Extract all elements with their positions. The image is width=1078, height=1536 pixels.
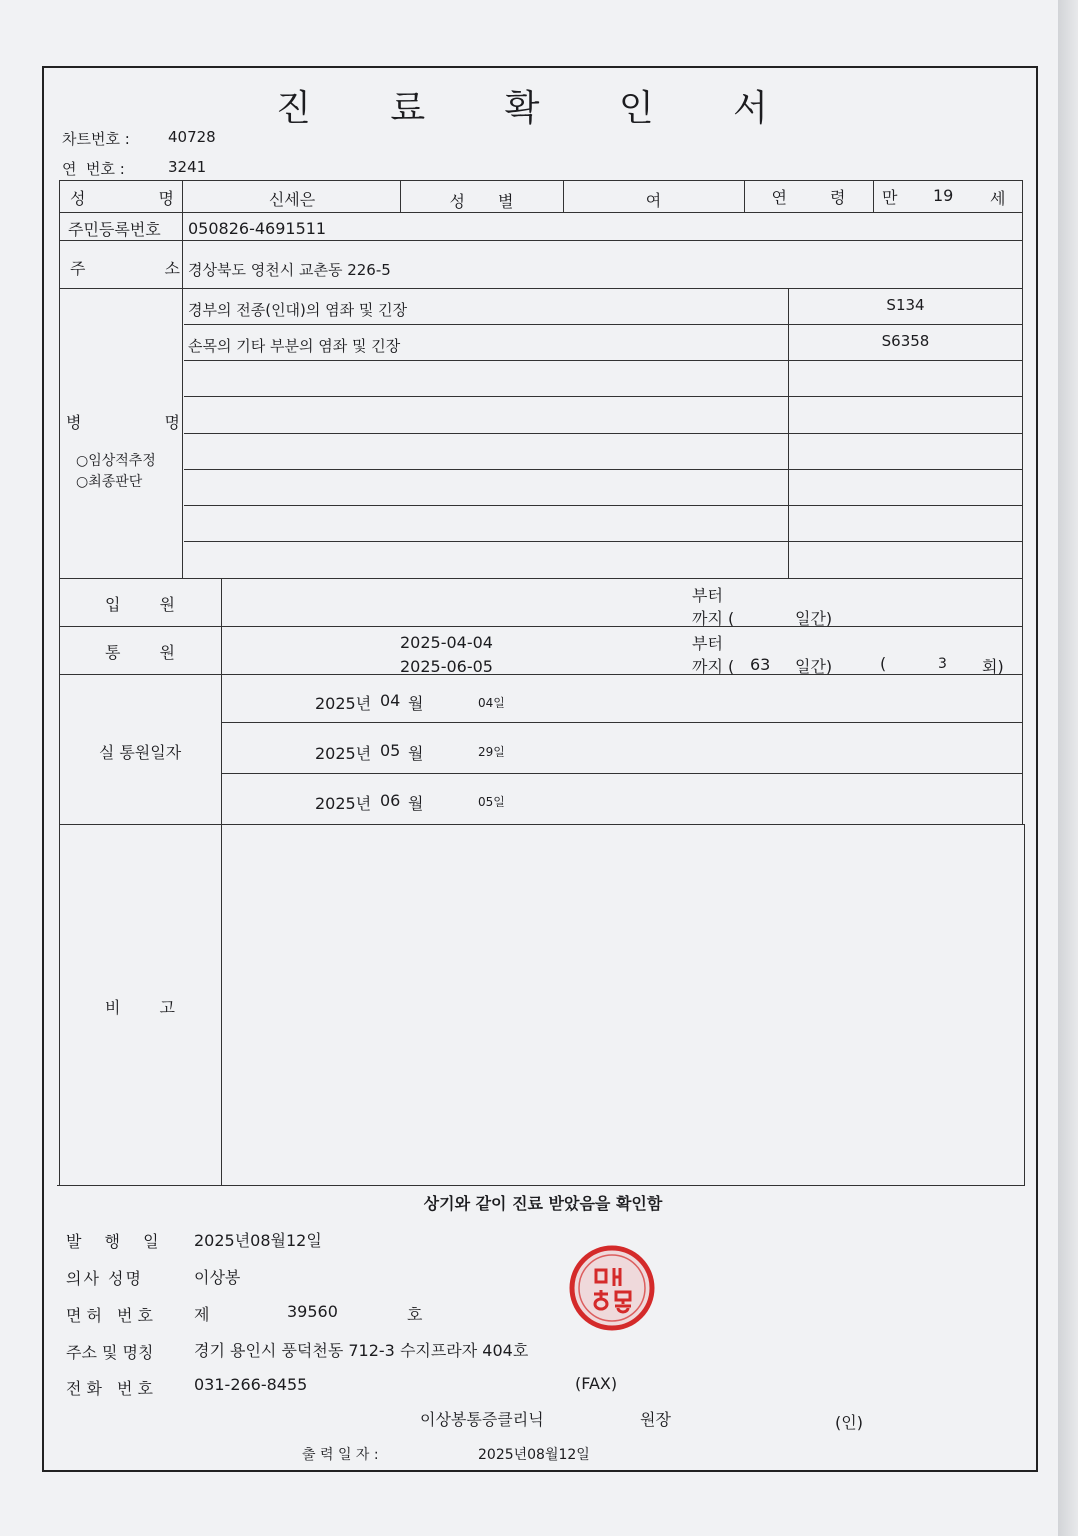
age-label: 연 령 <box>771 188 846 207</box>
phone-number: 031-266-8455 <box>194 1375 308 1394</box>
outpatient-from-label: 부터 <box>692 634 723 653</box>
visits-label: 실 통원일자 <box>98 743 182 762</box>
diagnosis-name-1: 경부의 전종(인대)의 염좌 및 긴장 <box>188 301 408 319</box>
chart-no-label: 차트번호 : <box>62 130 130 148</box>
diagnosis-label: 병 명 <box>66 413 180 432</box>
patient-age: 19 <box>933 186 954 205</box>
outpatient-days-label: 일간) <box>795 657 833 676</box>
fax-label: (FAX) <box>575 1374 618 1393</box>
issue-date: 2025년08월12일 <box>194 1231 322 1250</box>
confirmation-statement: 상기와 같이 진료 받았음을 확인함 <box>423 1194 663 1213</box>
outpatient-start-date: 2025-04-04 <box>400 633 493 652</box>
license-no: 39560 <box>287 1302 338 1321</box>
patient-address: 경상북도 영천시 교촌동 226-5 <box>188 261 391 279</box>
phone-label: 전화 번호 <box>66 1379 158 1398</box>
address-label: 주 소 <box>70 259 180 278</box>
visit-1-day: 04일 <box>478 696 505 710</box>
page-edge <box>1058 0 1078 1536</box>
print-date: 2025년08월12일 <box>478 1447 590 1463</box>
official-seal-stamp <box>568 1244 656 1332</box>
seal-placeholder: (인) <box>835 1413 863 1432</box>
doctor-label: 의사 성명 <box>66 1269 143 1288</box>
name-label-text: 성 명 <box>70 189 174 208</box>
outpatient-end-date: 2025-06-05 <box>400 657 493 676</box>
admission-label: 입 원 <box>105 595 175 614</box>
age-suffix: 세 <box>990 189 1006 208</box>
rrn-label: 주민등록번호 <box>68 220 161 239</box>
patient-name: 신세은 <box>268 190 316 209</box>
visit-1-month: 04 <box>380 691 401 710</box>
visit-2-month-label: 월 <box>408 744 424 763</box>
license-prefix: 제 <box>194 1305 210 1324</box>
visit-1-month-label: 월 <box>408 694 424 713</box>
age-prefix: 만 <box>882 188 898 207</box>
document-title: 진 료 확 인 서 <box>276 88 802 129</box>
visit-1-year: 2025년 <box>315 694 372 713</box>
print-date-label: 출 력 일 자 : <box>302 1447 379 1463</box>
license-label: 면허 번호 <box>66 1306 158 1325</box>
diagnosis-code-2: S6358 <box>881 332 930 350</box>
issue-date-label: 발 행 일 <box>66 1232 159 1251</box>
option-final: ○최종판단 <box>76 474 143 490</box>
option-clinical: ○임상적추정 <box>76 453 156 469</box>
outpatient-days: 63 <box>750 655 771 674</box>
patient-sex: 여 <box>645 191 662 210</box>
admission-to-label: 까지 ( <box>692 609 735 628</box>
sex-label: 성 별 <box>449 192 514 211</box>
doctor-name: 이상봉 <box>194 1268 241 1287</box>
clinic-name: 이상봉통증클리닉 <box>420 1410 544 1429</box>
outpatient-count: 3 <box>938 656 947 672</box>
outpatient-label: 통 원 <box>105 643 175 662</box>
visit-3-month-label: 월 <box>408 794 424 813</box>
chart-no: 40728 <box>168 128 216 146</box>
serial-no-label: 연 번호 : <box>62 160 125 178</box>
visit-2-day: 29일 <box>478 745 505 759</box>
outpatient-to-label: 까지 ( <box>692 657 735 676</box>
doctor-position: 원장 <box>640 1410 671 1429</box>
visit-2-year: 2025년 <box>315 744 372 763</box>
clinic-address: 경기 용인시 풍덕천동 712-3 수지프라자 404호 <box>194 1341 529 1360</box>
patient-rrn: 050826-4691511 <box>188 219 327 238</box>
visit-3-day: 05일 <box>478 795 505 809</box>
remarks-label: 비 고 <box>105 998 175 1017</box>
outpatient-count-open: ( <box>880 654 887 673</box>
admission-from-label: 부터 <box>692 586 723 605</box>
admission-days-label: 일간) <box>795 609 833 628</box>
visit-3-month: 06 <box>380 791 401 810</box>
outpatient-count-label: 회) <box>982 657 1004 676</box>
visit-3-year: 2025년 <box>315 794 372 813</box>
clinic-address-label: 주소 및 명칭 <box>66 1343 154 1362</box>
serial-no: 3241 <box>168 158 207 176</box>
diagnosis-name-2: 손목의 기타 부분의 염좌 및 긴장 <box>188 337 401 355</box>
diagnosis-code-1: S134 <box>886 296 925 314</box>
name-label <box>70 186 174 209</box>
seal-graphic <box>568 1244 656 1332</box>
license-suffix: 호 <box>407 1305 423 1324</box>
visit-2-month: 05 <box>380 741 401 760</box>
